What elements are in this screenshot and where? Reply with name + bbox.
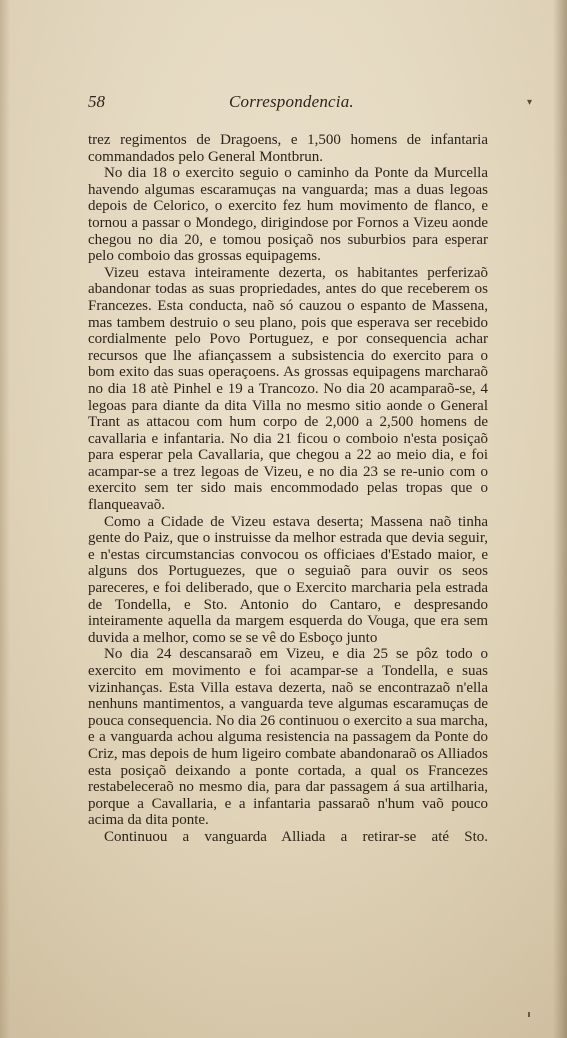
page-shadow-right	[553, 0, 567, 1038]
paragraph: trez regimentos de Dragoens, e 1,500 homens de infantaria commandados pelo General Montbrun.	[88, 132, 488, 165]
body-text	[88, 132, 488, 846]
page-header	[88, 92, 518, 116]
paragraph: No dia 24 descansaraõ em Vizeu, e dia 25 se pôz todo o exercito em movimento e foi acampar-se a Tondella, e suas vizinhanças. Esta Villa estava dezerta, naõ se encontrazaõ n'ella nenhuns mantimentos, a vanguarda teve algumas escaramuças de pouca consequencia. No dia 26 continuou o exercito a sua marcha, e a vanguarda achou alguma resistencia na passagem da Ponte do Criz, mas depois de hum ligeiro combate abandonaraõ os Alliados esta posiçaõ deixando a ponte cortada, a qual os Francezes restabeleceraõ no mesmo dia, para dar passagem á sua artilharia, porque a Cavallaria, e a infantaria passaraõ n'hum vaõ pouco acima da dita ponte.	[88, 646, 488, 829]
margin-mark-icon: ▾	[527, 97, 533, 108]
paragraph: No dia 18 o exercito seguio o caminho da Ponte da Murcella havendo algumas escaramuças na vanguarda; mas a duas legoas depois de Celorico, o exercito fez hum movimento de flanco, e tornou a passar o Mondego, dirigindose por Fornos a Vizeu aonde chegou no dia 20, e tomou posiçaõ nos suburbios para esperar pelo comboio das grossas equipagems.	[88, 165, 488, 265]
paragraph: Como a Cidade de Vizeu estava deserta; Massena naõ tinha gente do Paiz, que o instruisse da melhor estrada que devia seguir, e n'estas circumstancias convocou os officiaes d'Estado maior, e alguns dos Portuguezes, que o seguiaõ para ouvir os seos pareceres, e foi deliberado, que o Exercito marcharia pela estrada de Tondella, e Sto. Antonio do Cantaro, e despresando inteiramente aquella da margem esquerda do Vouga, que era sem duvida a melhor, como se se vê do Esboço junto	[88, 513, 488, 646]
paragraph: Vizeu estava inteiramente dezerta, os habitantes perferizaõ abandonar todas as suas propriedades, antes do que receberem os Francezes. Esta conducta, naõ só cauzou o espanto de Massena, mas tambem destruio o seu plano, pois que esperava ser recebido cordialmente pelo Povo Portuguez, e por consequencia achar recursos que lhe afiançassem a subsistencia do exercito para o bom exito das suas operaçoens. As grossas equipagens marcharaõ no dia 18 atè Pinhel e 19 a Trancozo. No dia 20 acamparaõ-se, 4 legoas para diante da dita Villa no mesmo sitio aonde o General Trant as attacou com hum corpo de 2,000 a 2,500 homens de cavallaria e infantaria. No dia 21 ficou o comboio n'esta posiçaõ para esperar pela Cavallaria, que chegou a 22 ao meio dia, e foi acampar-se a trez legoas de Vizeu, e no dia 23 se re-unio com o exercito sem ter sido mais encommodado pelas tropas que o flanqueavaõ.	[88, 264, 488, 514]
running-title: Correspondencia.	[229, 92, 354, 111]
page-number: 58	[88, 92, 105, 111]
page-shadow-left	[0, 0, 10, 1038]
margin-tick-icon	[528, 1012, 530, 1017]
paragraph: Continuou a vanguarda Alliada a retirar-se até Sto.	[104, 828, 488, 845]
